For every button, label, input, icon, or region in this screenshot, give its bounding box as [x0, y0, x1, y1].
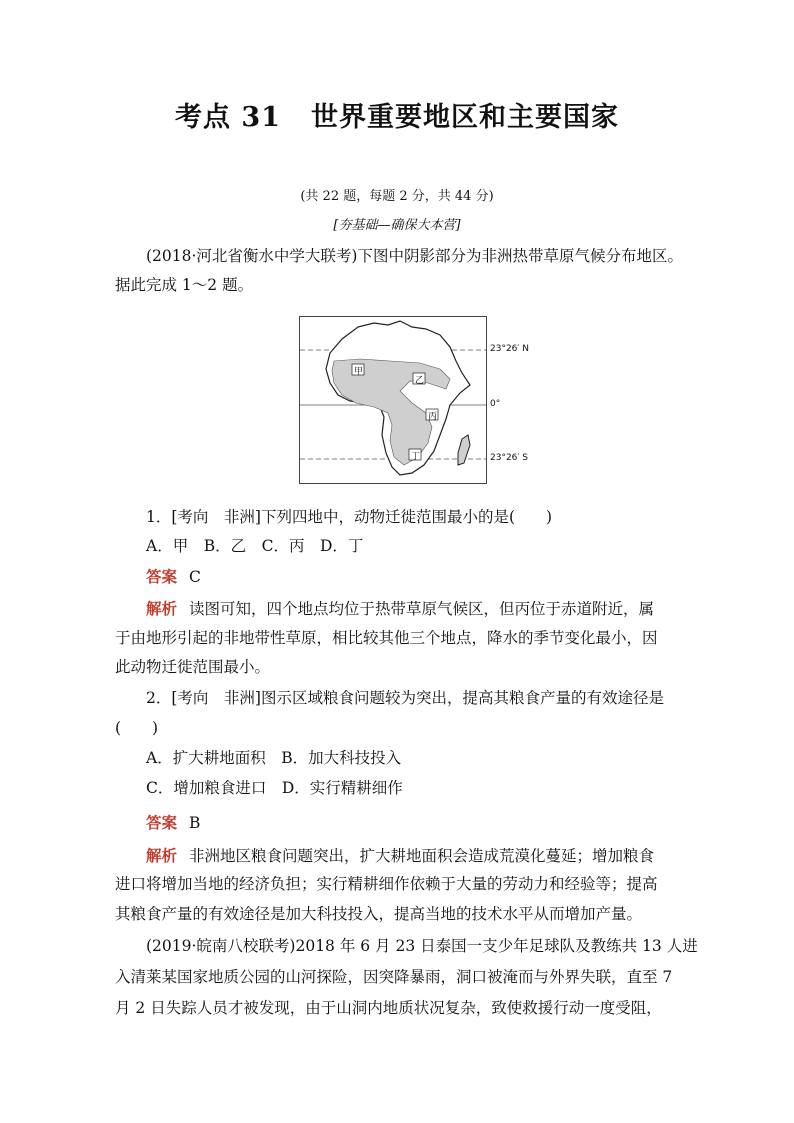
section-heading: [夯基础—确保大本营] — [333, 218, 461, 233]
place-ding: 丁 — [411, 452, 421, 462]
title-part2: 世界重要地区和主要国家 — [310, 102, 619, 133]
place-yi: 乙 — [415, 376, 425, 386]
answer-label: 答案 — [146, 813, 178, 832]
q2-answer — [115, 808, 716, 838]
africa-map — [299, 316, 530, 484]
lat-north-label: 23°26′ N — [490, 344, 530, 354]
q2-answer-value: B — [189, 814, 201, 832]
title-part1: 考点 31 — [175, 102, 281, 133]
q1-options: A．甲 B．乙 C．丙 D．丁 — [146, 537, 364, 555]
intro1-line2: 据此完成 1～2 题。 — [115, 276, 254, 294]
analysis-label: 解析 — [146, 599, 178, 618]
q2-stem2: ( ) — [115, 719, 159, 737]
q2-analysis-l1: 非洲地区粮食问题突出，扩大耕地面积会造成荒漠化蔓延；增加粮食 — [189, 847, 655, 865]
place-jia: 甲 — [354, 367, 364, 377]
q2-options1: A．扩大耕地面积 B．加大科技投入 — [146, 749, 402, 767]
q1-analysis-l1: 读图可知，四个地点均位于热带草原气候区，但丙位于赤道附近，属 — [189, 600, 655, 618]
q1-answer-value: C — [189, 568, 201, 586]
q1-analysis-l3: 此动物迁徙范围最小。 — [115, 658, 271, 676]
q1-analysis — [115, 594, 716, 624]
intro2-line3: 月 2 日失踪人员才被发现，由于山洞内地质状况复杂，致使救援行动一度受阻， — [115, 999, 662, 1017]
analysis-label: 解析 — [146, 846, 178, 865]
q2-analysis-l2: 进口将增加当地的经济负担；实行精耕细作依赖于大量的劳动力和经验等；提高 — [115, 875, 658, 893]
intro2-line2: 入清莱某国家地质公园的山河探险，因突降暴雨，洞口被淹而与外界失联，直至 7 — [115, 968, 673, 986]
intro1-line1: (2018·河北省衡水中学大联考)下图中阴影部分为非洲热带草原气候分布地区。 — [146, 247, 683, 265]
answer-label: 答案 — [146, 567, 178, 586]
q2-analysis-l3: 其粮食产量的有效途径是加大科技投入，提高当地的技术水平从而增加产量。 — [115, 905, 643, 923]
q1-analysis-l2: 于由地形引起的非地带性草原，相比较其他三个地点，降水的季节变化最小，因 — [115, 629, 658, 647]
africa-map-svg — [300, 317, 486, 483]
score-info: (共 22 题，每题 2 分，共 44 分) — [300, 189, 494, 204]
q1-stem: 1．[考向 非洲]下列四地中，动物迁徙范围最小的是( ) — [146, 508, 553, 526]
q2-stem: 2．[考向 非洲]图示区域粮食问题较为突出，提高其粮食产量的有效途径是 — [146, 689, 664, 707]
madagascar — [458, 435, 470, 465]
equator-label: 0° — [490, 399, 501, 409]
q2-analysis — [115, 841, 716, 871]
page-title — [0, 95, 794, 134]
q2-options2: C．增加粮食进口 D．实行精耕细作 — [146, 779, 403, 797]
q1-answer — [115, 562, 716, 592]
intro2-line1: (2019·皖南八校联考)2018 年 6 月 23 日泰国一支少年足球队及教练共 13 人进 — [146, 937, 698, 955]
place-bing: 丙 — [428, 412, 438, 422]
lat-south-label: 23°26′ S — [490, 453, 529, 463]
